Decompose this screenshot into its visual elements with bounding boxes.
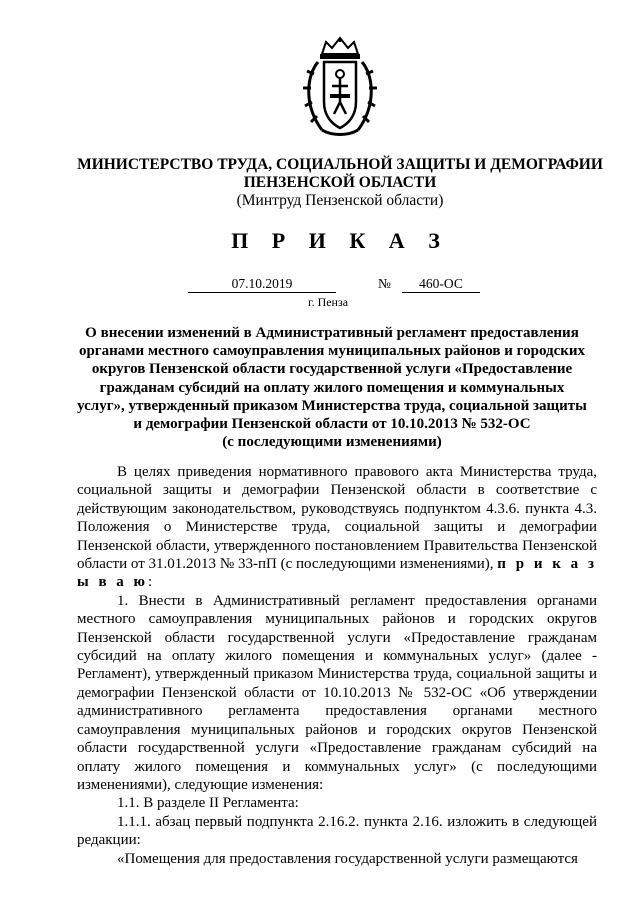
preamble-paragraph: [77, 463, 597, 592]
subject-line: О внесении изменений в Административный регламент предоставления: [85, 325, 579, 341]
preamble-colon: :: [148, 574, 153, 591]
coat-of-arms-emblem: [300, 36, 380, 140]
item-1-paragraph: 1. Внести в Административный регламент предоставления органами местного самоуправления муниципальных районов и городских округов Пензенской области государственной услуги «Предоставление гражданам субсидий на оплату жилого помещения и коммунальных услуг» (далее - Регламент), утвержденный приказом Министерства труда, социальной защиты и демографии Пензенской области от 10.10.2013 № 532-ОС «Об утверждении административного регламента предоставления органами местного самоуправления муниципальных районов и городских округов Пензенской области государственной услуги «Предоставление гражданам субсидий на оплату жилого помещения и коммунальных услуг» (с последующими изменениями), следующие изменения:: [77, 592, 597, 793]
subject-line: гражданам субсидий на оплату жилого помещения и коммунальных: [99, 379, 565, 396]
order-number: 460-ОС: [402, 276, 480, 293]
order-verb: п р и к а з ы в а ю: [77, 556, 597, 591]
item-1-1-paragraph: 1.1. В разделе II Регламента:: [117, 795, 299, 812]
order-subject-title: [72, 324, 592, 451]
ministry-name-line2: ПЕНЗЕНСКОЙ ОБЛАСТИ: [243, 174, 437, 191]
subject-line: (с последующими изменениями): [222, 434, 442, 451]
subject-line: органами местного самоуправления муниципальных районов и городских: [78, 343, 586, 360]
preamble-text: В целях приведения нормативного правового акта Министерства труда, социальной защиты и демографии Пензенской области в соответствие с действующим законодательством, руководствуясь подпунктом 4.3.6. пункта 4.3. Положения о Министерстве труда, социальной защиты и демографии Пензенской области, утвержденного постановлением Правительства Пензенской области от 31.01.2013 № 33-пП (с последующими изменениями),: [77, 464, 597, 573]
ministry-name-line1: МИНИСТЕРСТВО ТРУДА, СОЦИАЛЬНОЙ ЗАЩИТЫ И ДЕМОГРАФИИ: [77, 156, 603, 173]
document-type-title: П Р И К А З: [231, 228, 449, 253]
subject-line: услуг», утвержденный приказом Министерства труда, социальной защиты: [77, 397, 587, 414]
city-label: г. Пенза: [308, 295, 349, 309]
quoted-text-paragraph: «Помещения для предоставления государственной услуги размещаются: [117, 850, 578, 867]
order-body: [77, 463, 597, 868]
order-date: 07.10.2019: [188, 276, 336, 293]
subject-line: и демографии Пензенской области от 10.10.2013 № 532-ОС: [133, 416, 531, 433]
ministry-name: [40, 156, 640, 192]
ministry-short-name: (Минтруд Пензенской области): [236, 192, 444, 209]
subject-line: округов Пензенской области государственной услуги «Предоставление: [91, 361, 573, 378]
number-sign: №: [378, 276, 391, 291]
item-1-1-1-paragraph: 1.1.1. абзац первый подпункта 2.16.2. пункта 2.16. изложить в следующей редакции:: [77, 813, 597, 849]
